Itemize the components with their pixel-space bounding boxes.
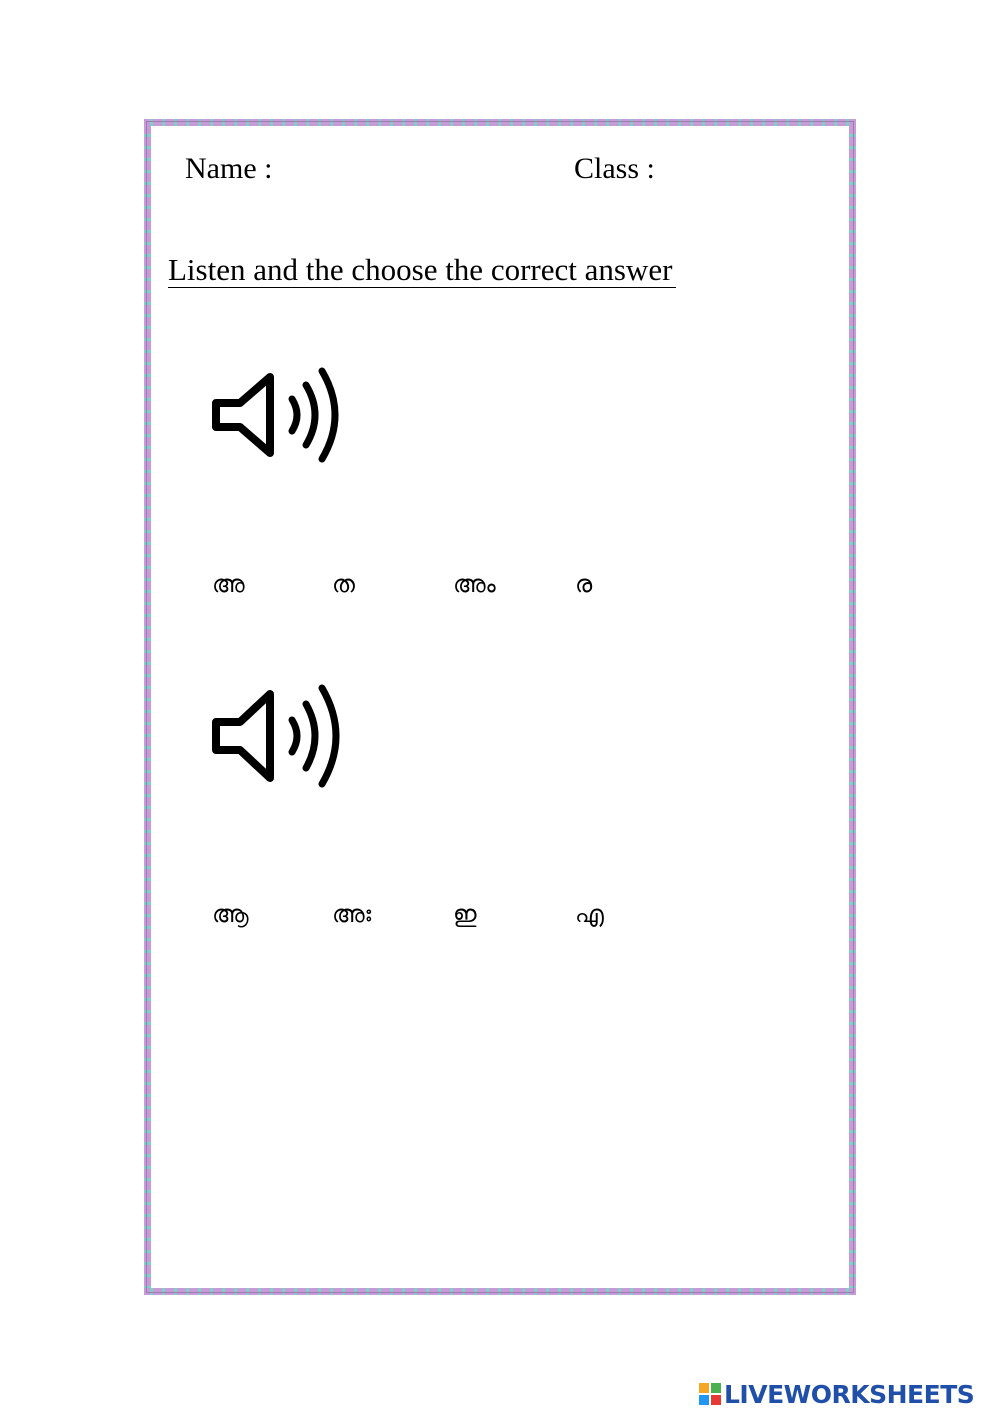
- speaker-icon[interactable]: [206, 365, 356, 465]
- choice-q2-2[interactable]: അഃ: [332, 900, 372, 928]
- class-label: Class :: [574, 152, 655, 185]
- liveworksheets-mark-icon: [698, 1382, 722, 1406]
- liveworksheets-logo: [698, 1378, 974, 1410]
- choice-q1-1[interactable]: അ: [212, 570, 245, 598]
- choice-q1-2[interactable]: ത: [332, 570, 355, 598]
- speaker-icon[interactable]: [206, 682, 356, 792]
- choice-q2-1[interactable]: ആ: [212, 900, 249, 928]
- name-label: Name :: [185, 152, 273, 185]
- choice-q2-3[interactable]: ഇ: [453, 900, 477, 928]
- brand-name: LIVEWORKSHEETS: [724, 1379, 975, 1409]
- choice-q1-4[interactable]: ര: [575, 570, 593, 598]
- instruction-heading: Listen and the choose the correct answer: [168, 253, 676, 288]
- choice-q1-3[interactable]: അം: [453, 570, 496, 598]
- choice-q2-4[interactable]: എ: [575, 900, 604, 928]
